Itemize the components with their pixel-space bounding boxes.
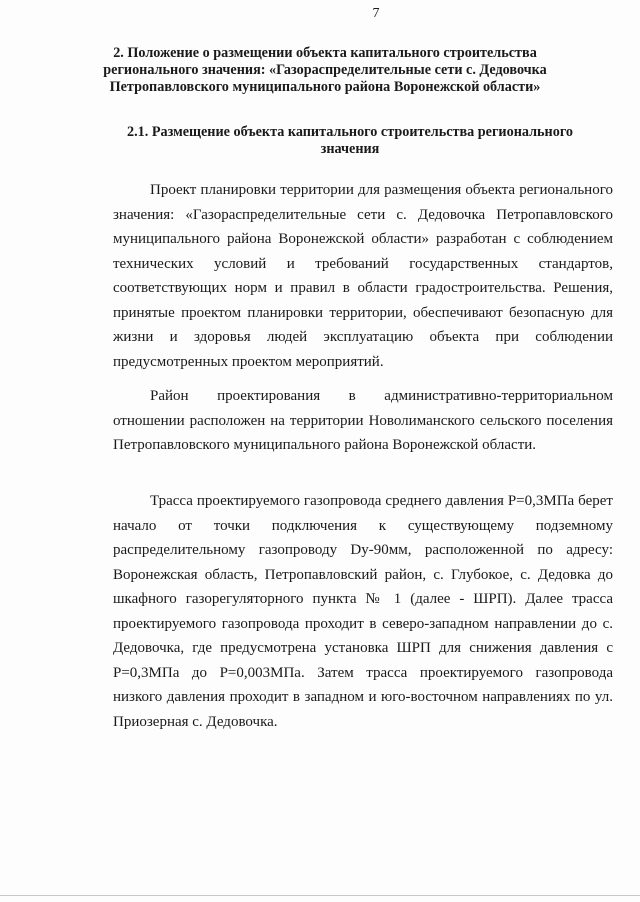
subsection-heading: 2.1. Размещение объекта капитального строительства регионального значения [126,124,573,157]
section-heading: 2. Положение о размещении объекта капитального строительства регионального значения: «Газораспределительные сети с. Дедовочка Петропавловского муниципального района Воронежской области» [103,45,547,95]
paragraph-design-area: Район проектирования в административно-территориальном отношении расположен на территории Новолиманского сельского поселения Петропавловского муниципального района Воронежской области. [113,388,613,453]
page-number: 7 [372,6,380,21]
paragraph-project-planning: Проект планировки территории для размещения объекта регионального значения: «Газораспределительные сети с. Дедовочка Петропавловского муниципального района Воронежской области» разработан с соблюдением технических условий и требований государственных стандартов, соответствующих норм и правил в области градостроительства. Решения, принятые проектом планировки территории, обеспечивают безопасную для жизни и здоровья людей эксплуатацию объекта при соблюдении предусмотренных проектом мероприятий. [113,182,613,370]
paragraph-pipeline-route: Трасса проектируемого газопровода среднего давления Р=0,3МПа берет начало от точки подключения к существующему подземному распределительному газопроводу Dу-90мм, расположенной по адресу: Воронежская область, Петропавловский район, с. Глубокое, с. Дедовка до шкафного газорегуляторного пункта № 1 (далее - ШРП). Далее трасса проектируемого газопровода проходит в северо-западном направлении до с. Дедовочка, где предусмотрена установка ШРП для снижения давления с Р=0,3МПа до Р=0,003МПа. Затем трасса проектируемого газопровода низкого давления проходит в западном и юго-восточном направлениях по ул. Приозерная с. Дедовочка. [113,493,613,730]
page-bottom-edge [0,895,640,896]
